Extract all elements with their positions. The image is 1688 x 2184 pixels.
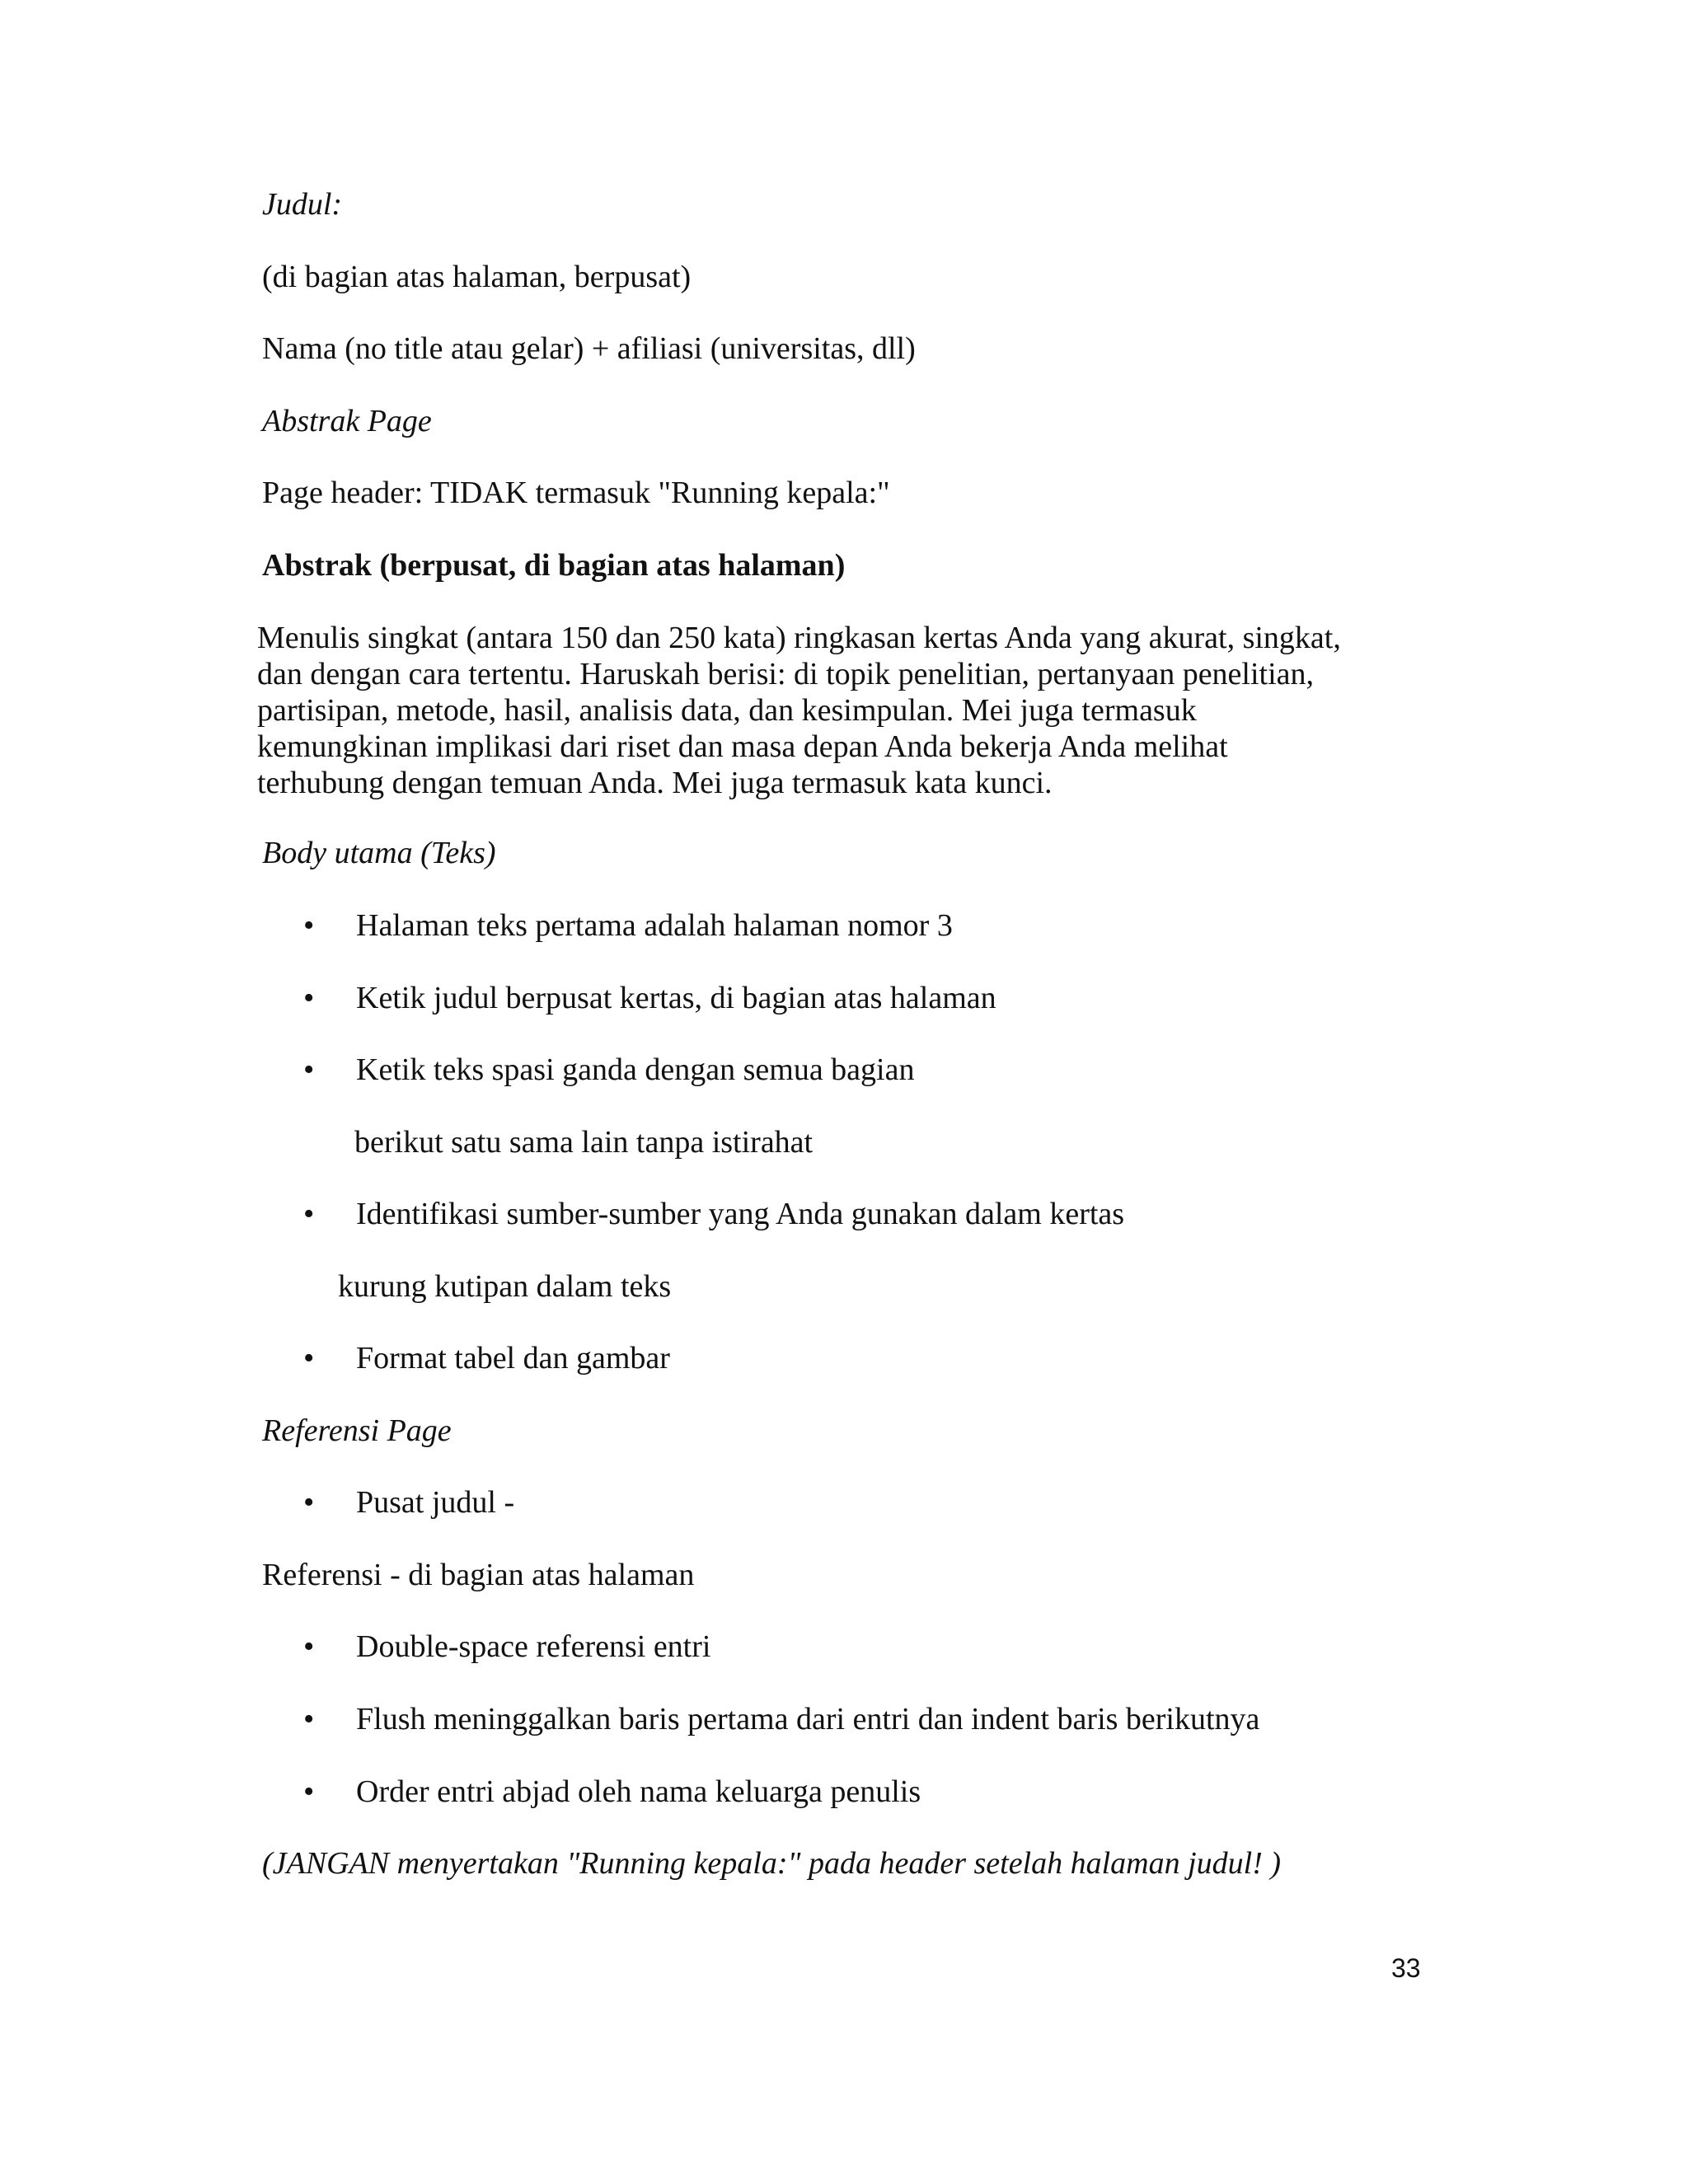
judul-name-text: Nama (no title atau gelar) + afiliasi (universitas, dll) [262, 331, 916, 366]
heading-body: Body utama (Teks) [262, 836, 496, 870]
list-item: Ketik judul berpusat kertas, di bagian atas halaman [356, 981, 996, 1015]
bullet-icon: • [303, 1702, 315, 1736]
closing-note: (JANGAN menyertakan "Running kepala:" pada header setelah halaman judul! ) [262, 1846, 1282, 1881]
abstrak-line: partisipan, metode, hasil, analisis data, dan kesimpulan. Mei juga termasuk [257, 693, 1197, 728]
bullet-icon: • [303, 1197, 315, 1231]
list-item-continuation: kurung kutipan dalam teks [338, 1269, 672, 1304]
bullet-icon: • [303, 1774, 315, 1809]
list-item: Halaman teks pertama adalah halaman nomor 3 [356, 908, 953, 943]
abstrak-line: dan dengan cara tertentu. Haruskah berisi: di topik penelitian, pertanyaan penelitian, [257, 657, 1315, 691]
bullet-icon: • [303, 981, 315, 1015]
abstrak-paragraph [257, 620, 1452, 801]
bullet-icon: • [303, 1341, 315, 1376]
list-item: Order entri abjad oleh nama keluarga penulis [356, 1774, 921, 1809]
list-item: Double-space referensi entri [356, 1629, 711, 1664]
list-item: Flush meninggalkan baris pertama dari entri dan indent baris berikutnya [356, 1702, 1260, 1736]
list-item: Format tabel dan gambar [356, 1341, 670, 1376]
list-item-continuation: berikut satu sama lain tanpa istirahat [354, 1125, 814, 1160]
heading-abstrak-page: Abstrak Page [262, 404, 432, 438]
abstrak-page-header-text: Page header: TIDAK termasuk "Running kepala:" [262, 476, 890, 510]
heading-referensi-page: Referensi Page [262, 1413, 452, 1448]
heading-judul: Judul: [262, 187, 343, 222]
referensi-line: Referensi - di bagian atas halaman [262, 1558, 695, 1592]
abstrak-line: terhubung dengan temuan Anda. Mei juga termasuk kata kunci. [257, 766, 1053, 800]
bullet-icon: • [303, 1052, 315, 1087]
page-number: 33 [1391, 1953, 1421, 1983]
abstrak-line: kemungkinan implikasi dari riset dan masa depan Anda bekerja Anda melihat [257, 729, 1228, 764]
list-item: Ketik teks spasi ganda dengan semua bagian [356, 1052, 915, 1087]
bullet-icon: • [303, 1629, 315, 1664]
abstrak-title: Abstrak (berpusat, di bagian atas halaman) [262, 548, 846, 583]
list-item: Pusat judul - [356, 1485, 515, 1520]
list-item: Identifikasi sumber-sumber yang Anda gunakan dalam kertas [356, 1197, 1125, 1231]
abstrak-line: Menulis singkat (antara 150 dan 250 kata) ringkasan kertas Anda yang akurat, singkat, [257, 621, 1341, 655]
bullet-icon: • [303, 1485, 315, 1520]
bullet-icon: • [303, 908, 315, 943]
judul-position-text: (di bagian atas halaman, berpusat) [262, 260, 692, 294]
